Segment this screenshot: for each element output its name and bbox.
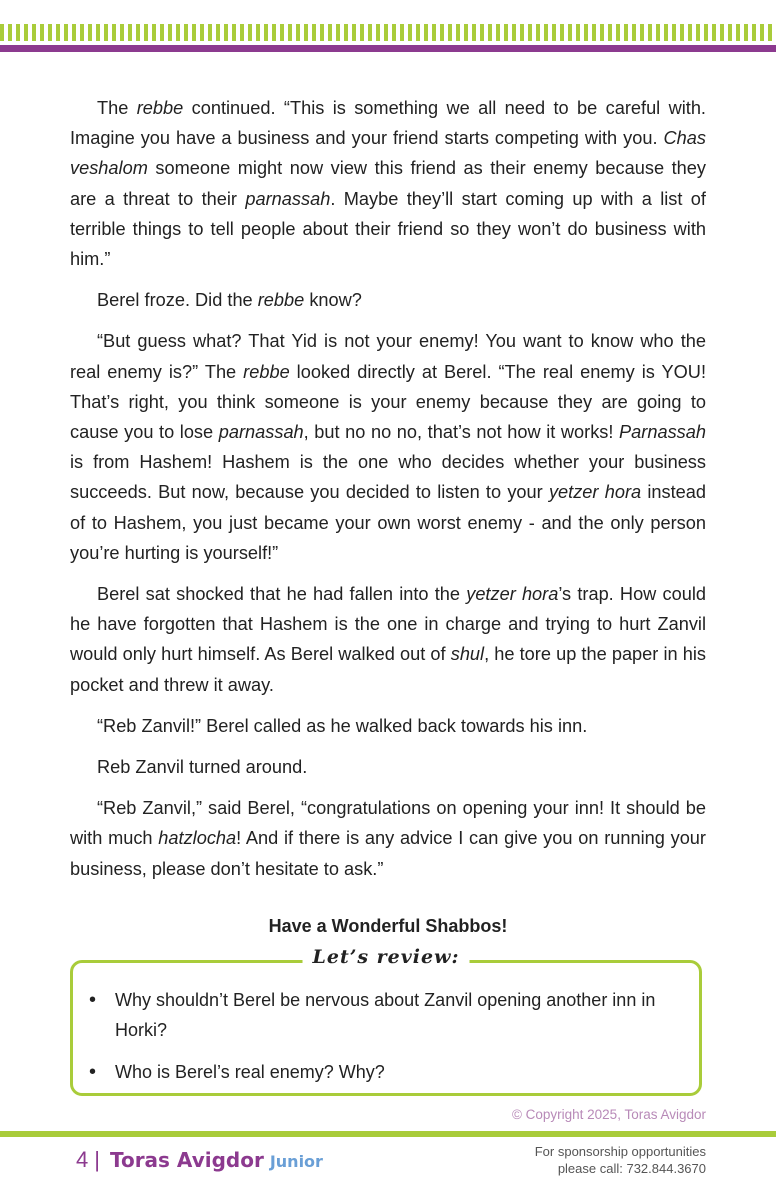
- text-run: “Reb Zanvil,” said Berel, “congratulations on opening your inn! It should be with much: [70, 798, 706, 849]
- italic-term: Parnassah: [619, 422, 706, 443]
- review-list: [89, 985, 685, 1099]
- italic-term: rebbe: [136, 98, 184, 118]
- text-run: looked directly at Berel. “The real enemy is YOU! That’s right, you think someone is your enemy because they are going to cause you to lose: [70, 361, 706, 443]
- story-paragraphs: [70, 93, 706, 884]
- story-paragraph: [70, 93, 706, 274]
- story-body: [70, 93, 706, 937]
- story-paragraph: [70, 711, 706, 741]
- italic-term: parnassah: [218, 422, 304, 443]
- story-paragraph: [70, 752, 706, 782]
- sponsorship-info: [535, 1143, 706, 1177]
- closing-line: Have a Wonderful Shabbos!: [268, 915, 508, 936]
- story-paragraph: [70, 285, 706, 315]
- review-item: • Why shouldn’t Berel be nervous about Zanvil opening another inn in Horki?: [89, 985, 685, 1045]
- review-title: Let’s review:: [303, 946, 470, 968]
- text-run: , he tore up the paper in his pocket and threw it away.: [70, 644, 706, 695]
- italic-term: yetzer hora: [548, 482, 642, 503]
- text-run: continued. “This is something we all need to be careful with. Imagine you have a business and your friend starts competing with you.: [70, 98, 706, 149]
- italic-term: yetzer hora: [466, 584, 559, 605]
- text-run: Berel sat shocked that he had fallen into the: [97, 584, 467, 605]
- text-run: ! And if there is any advice I can give you on running your business, please don’t hesitate to ask.”: [70, 828, 706, 879]
- footer-branding: [76, 1147, 323, 1173]
- text-run: , but no no no, that’s not how it works!: [303, 422, 620, 443]
- italic-term: Chas veshalom: [70, 128, 706, 179]
- story-paragraph: [70, 326, 706, 568]
- text-run: “Reb Zanvil!” Berel called as he walked back towards his inn.: [97, 715, 588, 736]
- text-run: Reb Zanvil turned around.: [97, 757, 308, 778]
- text-run: ’s trap. How could he have forgotten that Hashem is the one in charge and trying to hurt Zanvil would only hurt himself. As Berel walked out of: [70, 584, 706, 665]
- story-paragraph: [70, 793, 706, 884]
- top-stripe-border: [0, 24, 776, 41]
- text-run: instead of to Hashem, you just became your own worst enemy - and the only person you’re hurting is yourself!”: [70, 482, 707, 563]
- story-paragraph: [70, 579, 706, 700]
- brand-subtitle: Junior: [269, 1152, 323, 1171]
- top-accent-bar: [0, 45, 776, 52]
- text-run: know?: [304, 290, 362, 311]
- italic-term: shul: [450, 644, 485, 665]
- copyright-notice: © Copyright 2025, Toras Avigdor: [511, 1107, 706, 1122]
- italic-term: hatzlocha: [158, 828, 237, 849]
- review-item: • Who is Berel’s real enemy? Why?: [89, 1057, 685, 1087]
- italic-term: rebbe: [243, 361, 290, 382]
- text-run: . Maybe they’ll start coming up with a list of terrible things to tell people about their friend so they won’t do business with him.”: [70, 188, 706, 270]
- italic-term: parnassah: [245, 188, 331, 209]
- review-box: [70, 946, 702, 1096]
- brand-name: Toras Avigdor: [109, 1148, 264, 1172]
- text-run: Berel froze. Did the: [97, 290, 258, 311]
- text-run: “But guess what? That Yid is not your enemy! You want to know who the real enemy is?” The: [70, 331, 706, 382]
- text-run: someone might now view this friend as their enemy because they are a threat to their: [70, 158, 706, 209]
- text-run: is from Hashem! Hashem is the one who decides whether your business succeeds. But now, because you decided to listen to your: [70, 452, 706, 503]
- sponsorship-line: For sponsorship opportunities: [534, 1144, 706, 1159]
- page-number: 4: [76, 1147, 89, 1172]
- italic-term: rebbe: [257, 290, 305, 311]
- bottom-accent-bar: [0, 1131, 776, 1137]
- sponsorship-phone: please call: 732.844.3670: [557, 1161, 706, 1176]
- footer-separator: |: [94, 1147, 100, 1172]
- text-run: The: [97, 98, 137, 118]
